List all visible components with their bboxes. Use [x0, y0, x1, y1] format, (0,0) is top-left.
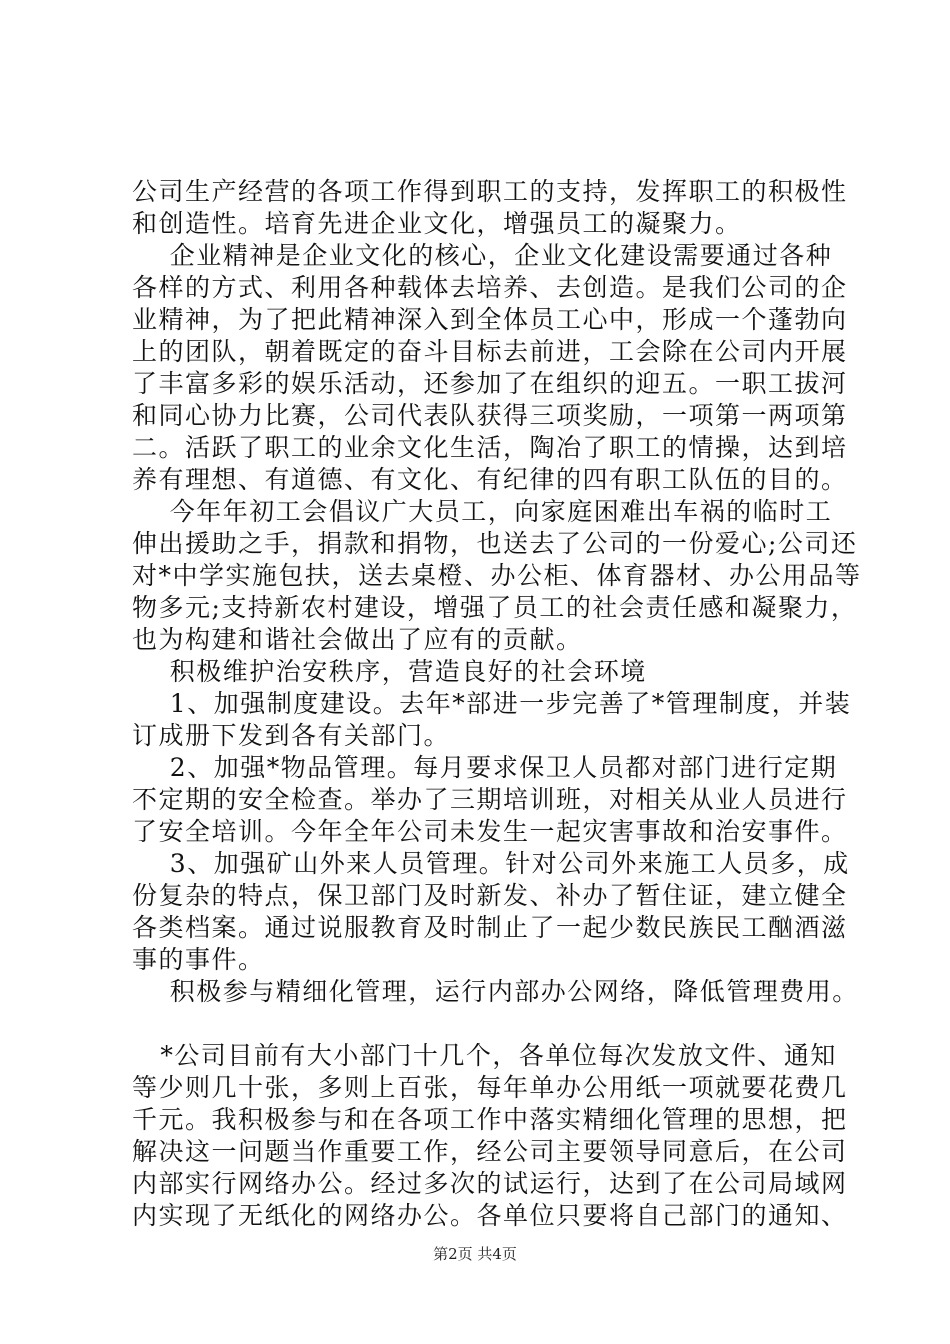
body-text-line: 物多元;支持新农村建设，增强了员工的社会责任感和凝聚力，: [132, 593, 858, 622]
body-text-line: 也为构建和谐社会做出了应有的贡献。: [132, 625, 583, 654]
body-text-line: 各类档案。通过说服教育及时制止了一起少数民族民工酗酒滋: [132, 913, 848, 942]
body-text-line: 和同心协力比赛，公司代表队获得三项奖励，一项第一两项第: [132, 401, 848, 430]
body-text-line: 份复杂的特点，保卫部门及时新发、补办了暂住证，建立健全: [132, 881, 848, 910]
body-text-line: 和创造性。培育先进企业文化，增强员工的凝聚力。: [132, 209, 742, 238]
body-text-line: 二。活跃了职工的业余文化生活，陶冶了职工的情操，达到培: [132, 433, 848, 462]
body-text-line: 各样的方式、利用各种载体去培养、去创造。是我们公司的企: [132, 273, 848, 302]
body-text-line: 对*中学实施包扶，送去桌橙、办公柜、体育器材、办公用品等: [132, 561, 862, 590]
body-text-line: 企业精神是企业文化的核心，企业文化建设需要通过各种: [132, 241, 833, 270]
body-text-line: 1、加强制度建设。去年*部进一步完善了*管理制度，并装: [132, 689, 852, 718]
body-text-line: 内部实行网络办公。经过多次的试运行，达到了在公司局域网: [132, 1169, 848, 1198]
body-text-line: 等少则几十张，多则上百张，每年单办公用纸一项就要花费几: [132, 1073, 848, 1102]
body-text-line: 内实现了无纸化的网络办公。各单位只要将自己部门的通知、: [132, 1201, 848, 1230]
body-text-line: 上的团队，朝着既定的奋斗目标去前进，工会除在公司内开展: [132, 337, 848, 366]
body-text-line: 业精神，为了把此精神深入到全体员工心中，形成一个蓬勃向: [132, 305, 848, 334]
body-text-line: 今年年初工会倡议广大员工，向家庭困难出车祸的临时工: [132, 497, 833, 526]
body-text-line: 事的事件。: [132, 945, 265, 974]
body-text-line: 解决这一问题当作重要工作，经公司主要领导同意后，在公司: [132, 1137, 848, 1166]
body-text-line: 公司生产经营的各项工作得到职工的支持，发挥职工的积极性: [132, 177, 848, 206]
section-heading: 积极维护治安秩序，营造良好的社会环境: [132, 657, 647, 686]
section-heading: 积极参与精细化管理，运行内部办公网络，降低管理费用。: [132, 977, 859, 1006]
page-number-footer: 第2页 共4页: [433, 1245, 517, 1263]
body-text-line: 养有理想、有道德、有文化、有纪律的四有职工队伍的目的。: [132, 465, 848, 494]
body-text-line: 2、加强*物品管理。每月要求保卫人员都对部门进行定期: [132, 753, 838, 782]
body-text-line: 了丰富多彩的娱乐活动，还参加了在组织的迎五。一职工拔河: [132, 369, 848, 398]
body-text-line: 不定期的安全检查。举办了三期培训班，对相关从业人员进行: [132, 785, 848, 814]
body-text-line: 订成册下发到各有关部门。: [132, 721, 451, 750]
body-text-line: 千元。我积极参与和在各项工作中落实精细化管理的思想，把: [132, 1105, 848, 1134]
body-text-line: 了安全培训。今年全年公司未发生一起灾害事故和治安事件。: [132, 817, 848, 846]
body-text-line: 伸出援助之手，捐款和捐物，也送去了公司的一份爱心;公司还: [132, 529, 858, 558]
body-text-line: *公司目前有大小部门十几个，各单位每次发放文件、通知: [132, 1041, 837, 1070]
body-text-line: 3、加强矿山外来人员管理。针对公司外来施工人员多，成: [132, 849, 850, 878]
